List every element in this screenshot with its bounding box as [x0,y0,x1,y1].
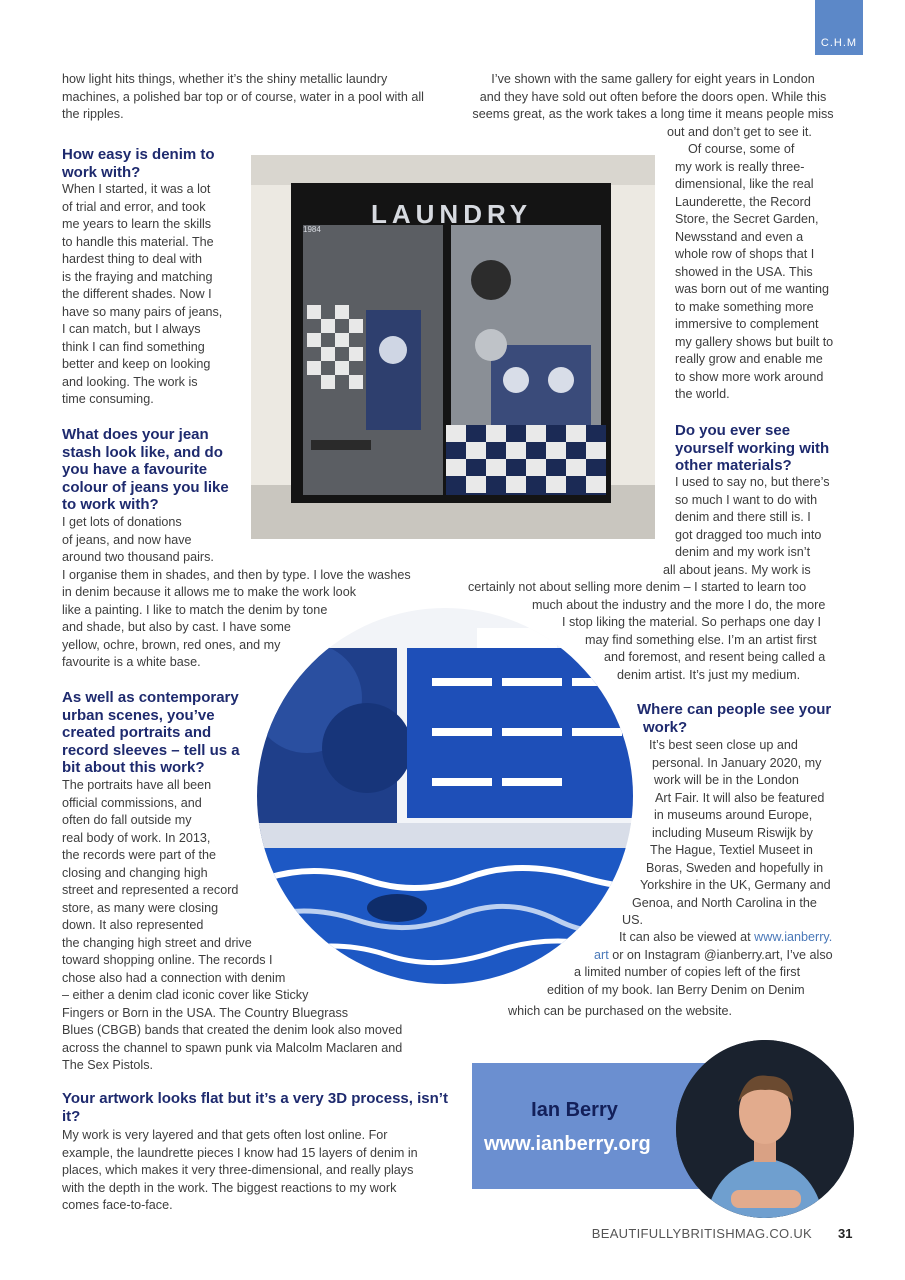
right-3d-works: Of course, some of my work is really three- dimensional, like the real Launderette, the Record Store, the Secret Garden, Newsstand and even a whole row of shops that I showed in the USA. This was born out of me wanting to make something more immersive to complement my gallery shows but built to really grow and enable me to show more work around the world. [675,142,834,401]
artist-website[interactable]: www.ianberry.org [484,1133,651,1155]
page-number: 31 [838,1226,853,1241]
laundry-sign: LAUNDRY [371,199,533,229]
answer-other-materials: I used to say no, but there’s so much I want to do with denim and there still is. I got dragged too much into denim and my work isn’t all about jeans. My work is certainly not about selling more denim – I started to learn too much about the industry and the more I do, the more I stop liking the material. So perhaps one day I may find something else. I’m an artist first and foremost, and resent being called a denim artist. It’s just my medium. [468,475,830,682]
laundry-installation-photo [251,155,655,539]
question-where-see: Where can people see your work? [637,701,832,736]
answer-3d-process: My work is very layered and that gets often lost online. For example, the laundrette pieces I know had 15 layers of denim in places, which makes it very three-dimensional, and really plays with the depth in the work. The biggest reactions to my work comes face-to-face. [62,1128,418,1212]
answer-where-see: It’s best seen close up and personal. In January 2020, my work will be in the London Art Fair. It will also be featured in museums around Europe, including Museum Riswijk by The Hague, Textiel Museet in Boras, Sweden and hopefully in Yorkshire in the UK, Germany and Genoa, and North Carolina in the US. [622,738,831,927]
pool-painting [257,608,633,984]
question-portraits: As well as contemporary urban scenes, you’ve created portraits and record sleeves – tell us a bit about this work? [62,689,240,776]
website-link[interactable]: www.ianberry. [754,930,833,944]
answer-online: It can also be viewed at www.ianberry. art or on Instagram @ianberry.art, I’ve also a limited number of copies left of the first edition of my book. Ian Berry Denim on Denim which can be purchased on the website. [508,930,833,1018]
artist-name: Ian Berry [531,1099,618,1121]
question-other-materials: Do you ever see yourself working with other materials? [675,422,830,474]
left-intro: how light hits things, whether it’s the shiny metallic laundry machines, a polished bar top or of course, water in a pool with all the ripples. [62,72,424,121]
laundry-number: 1984 [303,225,321,234]
question-3d-process: Your artwork looks flat but it’s a very 3D process, isn’t it? [62,1090,448,1125]
portrait-illustration [676,1040,854,1218]
question-jean-stash: What does your jean stash look like, and do you have a favourite colour of jeans you like to work with? [62,426,229,513]
website-link-cont[interactable]: art [594,947,609,962]
question-denim-ease: How easy is denim to work with? [62,146,215,181]
pool-illustration [257,608,633,984]
artist-portrait [676,1040,854,1218]
footer-website[interactable]: BEAUTIFULLYBRITISHMAG.CO.UK [591,1226,812,1241]
right-intro: I’ve shown with the same gallery for eight years in London and they have sold out often before the doors open. While this seems great, as the work takes a long time it means people miss out and don’t get to see it. [472,72,834,139]
section-tag: C.H.M [815,0,863,55]
answer-jean-stash: I get lots of donations of jeans, and now have around two thousand pairs. I organise them in shades, and then by type. I love the washes in denim because it allows me to make the work look like a painting. I like to match the denim by tone and shade, but also by cast. I have some yellow, ochre, brown, red ones, and my favourite is a white base. [62,515,411,669]
answer-portraits: The portraits have all been official commissions, and often do fall outside my real body of work. In 2013, the records were part of the closing and changing high street and represented a record store, as many were closing down. It also represented the changing high street and drive toward shopping online. The records I chose also had a connection with denim – either a denim clad iconic cover like Sticky Fingers or Born in the USA. The Country Bluegrass Blues (CBGB) bands that created the denim look also moved across the channel to spawn punk via Malcolm Maclaren and The Sex Pistols. [62,778,403,1072]
answer-denim-ease: When I started, it was a lot of trial and error, and took me years to learn the skills to handle this material. The hardest thing to deal with is the fraying and matching the different shades. Now I have so many pairs of jeans, I can match, but I always think I can find something better and keep on looking and looking. The work is time consuming. [62,182,223,406]
